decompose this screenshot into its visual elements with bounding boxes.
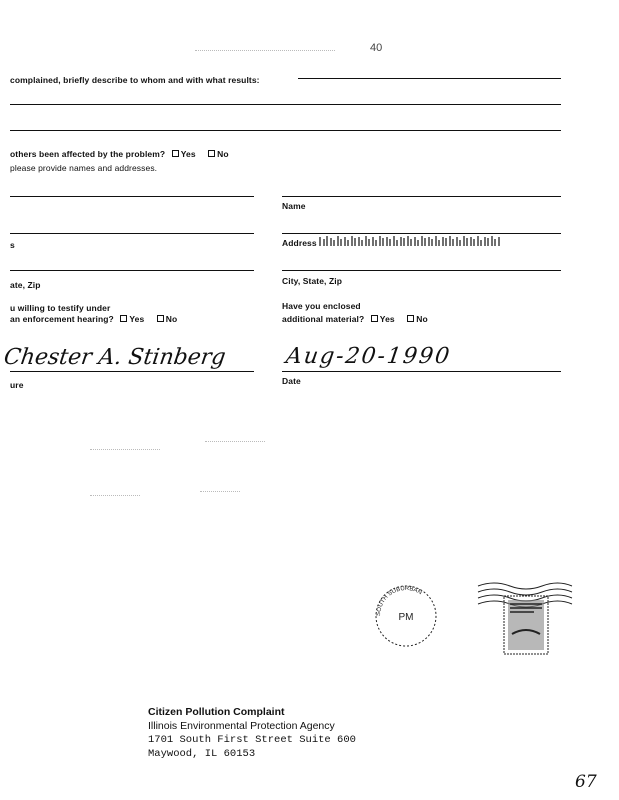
city-state-zip-right: City, State, Zip [282, 276, 343, 286]
question-enclosed-2 [282, 314, 428, 324]
answer-line [10, 130, 561, 131]
label-enclosed-no: No [416, 314, 428, 324]
page-number: 67 [575, 772, 597, 792]
signature-label: ure [10, 380, 24, 390]
label-enclosed-yes: Yes [379, 314, 395, 324]
address-line-left [10, 233, 254, 234]
question-complained: complained, briefly describe to whom and with what results: [10, 75, 260, 85]
mailing-line1: Citizen Pollution Complaint [148, 706, 285, 718]
answer-line [298, 78, 561, 79]
checkbox-affected-yes[interactable] [172, 150, 179, 157]
question-enclosed-1: Have you enclosed [282, 301, 361, 311]
mailing-line3: 1701 South First Street Suite 600 [148, 734, 356, 746]
label-affected-no: No [217, 149, 229, 159]
question-affected-cont: please provide names and addresses. [10, 163, 158, 173]
answer-line [10, 104, 561, 105]
question-affected [10, 149, 229, 159]
address-label-right: Address [282, 238, 317, 248]
header-dotted-line [195, 50, 335, 51]
checkbox-testify-no[interactable] [157, 315, 164, 322]
checkbox-enclosed-no[interactable] [407, 315, 414, 322]
question-affected-label: others been affected by the problem? [10, 149, 166, 159]
question-testify-2 [10, 314, 177, 324]
scan-noise [205, 441, 265, 442]
question-enclosed-label: additional material? [282, 314, 365, 324]
city-state-zip-left: ate, Zip [10, 280, 41, 290]
date-value: Aug-20-1990 [284, 344, 453, 369]
label-affected-yes: Yes [180, 149, 196, 159]
name-label: Name [282, 201, 306, 211]
label-testify-yes: Yes [129, 314, 145, 324]
mailing-address [148, 705, 356, 761]
postmark-center: PM [398, 612, 414, 623]
checkbox-testify-yes[interactable] [120, 315, 127, 322]
date-line [282, 371, 561, 372]
postmark-text: SOUTH SUBURBAN [375, 585, 423, 617]
mailing-line2: Illinois Environmental Protection Agency [148, 720, 335, 732]
city-line-right [282, 270, 561, 271]
scan-noise [90, 495, 140, 496]
signature: Chester A. Stinberg [2, 345, 228, 370]
pen-marks [318, 234, 503, 248]
name-line-right [282, 196, 561, 197]
postmark-icon [368, 578, 448, 658]
header-page-num: 40 [370, 42, 383, 54]
city-line-left [10, 270, 254, 271]
address-label-left: s [10, 240, 15, 250]
checkbox-enclosed-yes[interactable] [371, 315, 378, 322]
stamp-icon [474, 578, 574, 658]
date-label: Date [282, 376, 301, 386]
scan-noise [90, 449, 160, 450]
scan-noise [200, 491, 240, 492]
question-testify-label: an enforcement hearing? [10, 314, 114, 324]
question-testify-1: u willing to testify under [10, 303, 111, 313]
signature-line [10, 371, 254, 372]
mailing-line4: Maywood, IL 60153 [148, 748, 256, 760]
name-line-left [10, 196, 254, 197]
label-testify-no: No [165, 314, 178, 324]
checkbox-affected-no[interactable] [208, 150, 215, 157]
